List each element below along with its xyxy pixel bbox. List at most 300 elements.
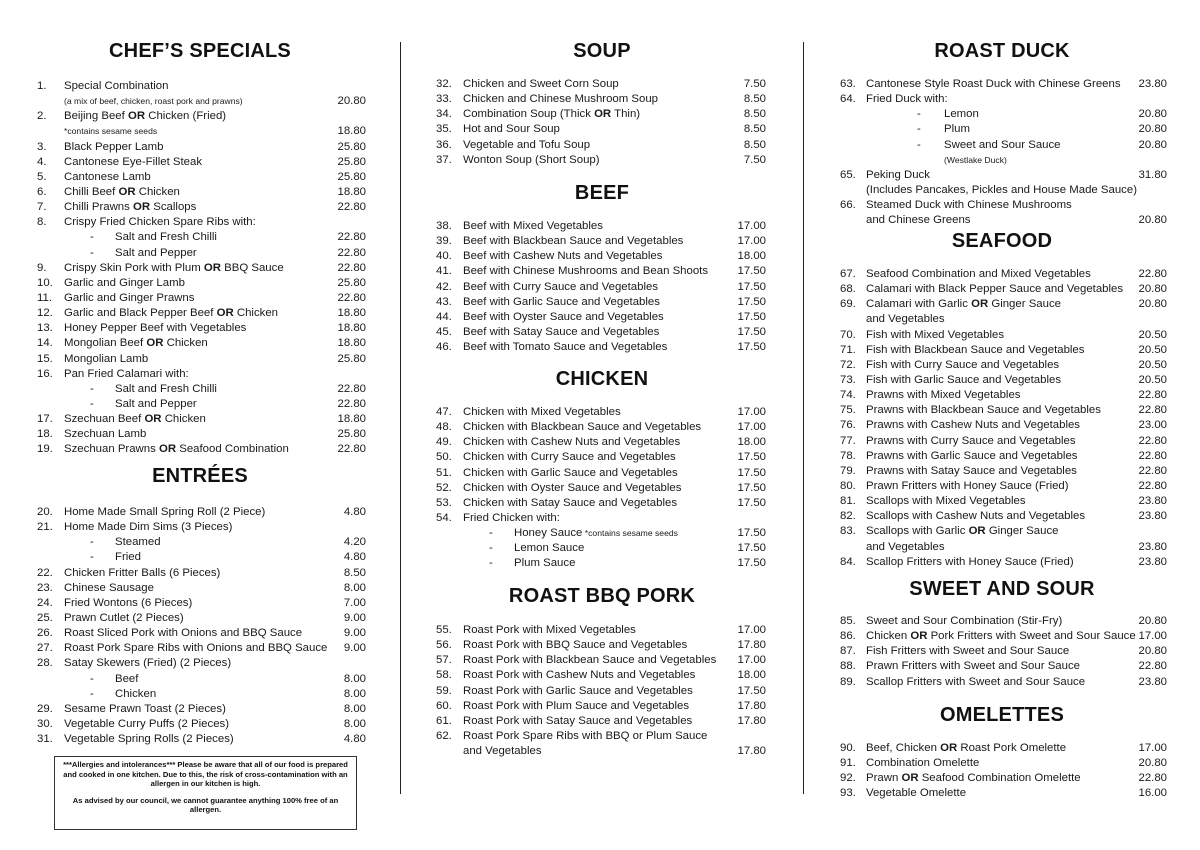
menu-item bbox=[401, 325, 803, 340]
menu-item bbox=[804, 388, 1200, 403]
item-number: 23. bbox=[37, 581, 53, 594]
item-price: 22.80 bbox=[1138, 772, 1167, 785]
item-number: 81. bbox=[840, 495, 856, 508]
menu-item bbox=[0, 140, 400, 155]
item-price: 18.80 bbox=[337, 185, 366, 198]
item-name: Roast Pork with Garlic Sauce and Vegetables bbox=[463, 684, 693, 697]
menu-item bbox=[0, 170, 400, 185]
menu-item bbox=[804, 297, 1200, 312]
menu-item bbox=[401, 234, 803, 249]
item-name: Prawns with Cashew Nuts and Vegetables bbox=[866, 419, 1081, 432]
menu-item bbox=[401, 340, 803, 355]
item-name: Chicken with Cashew Nuts and Vegetables bbox=[463, 436, 681, 449]
menu-item bbox=[0, 566, 400, 581]
item-name: Steamed Duck with Chinese Mushrooms bbox=[866, 199, 1072, 212]
menu-item bbox=[0, 641, 400, 656]
item-price: 20.80 bbox=[1138, 298, 1167, 311]
item-price: 22.80 bbox=[337, 382, 366, 395]
item-number: 70. bbox=[840, 328, 856, 341]
item-name: Chicken with Mixed Vegetables bbox=[463, 406, 621, 418]
menu-item bbox=[804, 282, 1200, 297]
item-name: Garlic and Black Pepper Beef OR Chicken bbox=[64, 307, 279, 320]
sweet-and-sour-list bbox=[804, 614, 1200, 690]
item-name: Cantonese Eye-Fillet Steak bbox=[64, 155, 203, 168]
item-name: Sweet and Sour Sauce bbox=[944, 138, 1061, 151]
item-name: Chicken with Garlic Sauce and Vegetables bbox=[463, 466, 678, 479]
item-name: Fish with Mixed Vegetables bbox=[866, 328, 1005, 341]
item-number: 28. bbox=[37, 657, 53, 670]
item-price: 22.80 bbox=[337, 246, 366, 259]
menu-item bbox=[0, 321, 400, 336]
menu-item bbox=[0, 702, 400, 717]
item-name: Beef, Chicken OR Roast Pork Omelette bbox=[866, 742, 1067, 754]
item-price: 17.50 bbox=[737, 265, 766, 278]
menu-item bbox=[804, 138, 1200, 153]
item-number: 45. bbox=[436, 325, 452, 338]
item-name: Lemon Sauce bbox=[514, 542, 585, 555]
item-price: 17.00 bbox=[1138, 742, 1167, 754]
menu-item bbox=[0, 672, 400, 687]
menu-item bbox=[0, 581, 400, 596]
menu-item bbox=[0, 155, 400, 170]
menu-item bbox=[0, 291, 400, 306]
item-dash: - bbox=[917, 108, 921, 121]
menu-item bbox=[0, 200, 400, 215]
item-price: 17.00 bbox=[737, 624, 766, 636]
menu-item bbox=[401, 496, 803, 511]
item-name: Mongolian Lamb bbox=[64, 352, 149, 365]
item-name: Combination Soup (Thick OR Thin) bbox=[463, 108, 641, 121]
menu-item bbox=[0, 230, 400, 245]
item-number: 3. bbox=[37, 140, 47, 153]
item-number: 9. bbox=[37, 261, 47, 274]
item-name: Beef with Garlic Sauce and Vegetables bbox=[463, 295, 660, 308]
item-number: 16. bbox=[37, 367, 53, 380]
item-number: 56. bbox=[436, 639, 452, 652]
item-dash: - bbox=[90, 382, 94, 395]
item-name: Prawn OR Seafood Combination Omelette bbox=[866, 772, 1081, 785]
menu-item bbox=[804, 107, 1200, 122]
item-number: 29. bbox=[37, 702, 53, 715]
item-number: 26. bbox=[37, 627, 53, 640]
item-price: 16.00 bbox=[1138, 787, 1167, 800]
item-name: Prawns with Satay Sauce and Vegetables bbox=[866, 464, 1077, 477]
item-name: Steamed bbox=[115, 536, 161, 549]
menu-item bbox=[804, 509, 1200, 524]
menu-item bbox=[804, 213, 1200, 228]
item-name: Scallop Fritters with Honey Sauce (Fried) bbox=[866, 555, 1074, 568]
item-name: Lemon bbox=[944, 108, 979, 121]
item-price: 17.50 bbox=[737, 341, 766, 354]
beef-list bbox=[401, 219, 803, 355]
item-price: 22.80 bbox=[337, 443, 366, 456]
item-name: Scallops with Mixed Vegetables bbox=[866, 495, 1026, 508]
item-name: Prawns with Mixed Vegetables bbox=[866, 389, 1021, 402]
item-price: 8.50 bbox=[743, 138, 766, 151]
menu-item bbox=[0, 687, 400, 702]
omelettes-list bbox=[804, 741, 1200, 802]
item-price: 20.50 bbox=[1138, 343, 1167, 356]
item-price: 17.80 bbox=[737, 714, 766, 727]
allergy-text: ***Allergies and intolerances*** Please be aware that all of our food is prepared and cooked in one kitchen. Due to this, the risk of cross-contamination with an allergen in our kitchen is high. bbox=[63, 760, 348, 789]
item-price: 23.80 bbox=[1138, 510, 1167, 523]
item-name: Chicken bbox=[115, 687, 157, 700]
item-name: Plum bbox=[944, 123, 970, 136]
item-number: 41. bbox=[436, 265, 452, 278]
item-price: 18.80 bbox=[337, 125, 366, 138]
menu-item bbox=[401, 638, 803, 653]
menu-item bbox=[401, 699, 803, 714]
item-name: Chicken and Chinese Mushroom Soup bbox=[463, 93, 659, 106]
menu-item bbox=[401, 107, 803, 122]
item-number: 11. bbox=[37, 291, 52, 304]
item-name: Calamari with Black Pepper Sauce and Vegetables bbox=[866, 283, 1124, 296]
item-number: 76. bbox=[840, 419, 856, 432]
menu-item bbox=[804, 629, 1200, 644]
item-name: Scallops with Garlic OR Ginger Sauce bbox=[866, 525, 1059, 538]
item-number: 25. bbox=[37, 611, 53, 624]
menu-item bbox=[401, 684, 803, 699]
item-name: Chicken with Curry Sauce and Vegetables bbox=[463, 451, 676, 464]
item-number: 1. bbox=[37, 80, 47, 92]
item-price: 8.50 bbox=[743, 123, 766, 136]
item-price: 23.80 bbox=[1138, 495, 1167, 508]
item-name: Crispy Fried Chicken Spare Ribs with: bbox=[64, 216, 256, 229]
item-price: 9.00 bbox=[343, 611, 366, 624]
item-name: Home Made Dim Sims (3 Pieces) bbox=[64, 521, 233, 534]
item-name: Fried Chicken with: bbox=[463, 511, 560, 524]
menu-item bbox=[0, 412, 400, 427]
menu-item bbox=[401, 295, 803, 310]
item-name: Fish with Curry Sauce and Vegetables bbox=[866, 358, 1060, 371]
menu-item bbox=[401, 481, 803, 496]
item-price: 4.80 bbox=[343, 506, 366, 518]
item-number: 6. bbox=[37, 185, 47, 198]
menu-item bbox=[0, 535, 400, 550]
item-name: and Vegetables bbox=[463, 745, 542, 758]
item-name: Szechuan Beef OR Chicken bbox=[64, 413, 206, 426]
item-name: Seafood Combination and Mixed Vegetables bbox=[866, 268, 1091, 280]
item-price: 22.80 bbox=[1138, 404, 1167, 417]
menu-item bbox=[804, 449, 1200, 464]
item-price: 22.80 bbox=[1138, 479, 1167, 492]
item-number: 62. bbox=[436, 729, 452, 742]
item-name: Chilli Beef OR Chicken bbox=[64, 185, 180, 198]
item-number: 54. bbox=[436, 511, 452, 524]
item-price: 18.80 bbox=[337, 322, 366, 335]
item-number: 55. bbox=[436, 624, 452, 636]
item-dash: - bbox=[917, 138, 921, 151]
item-name: Sesame Prawn Toast (2 Pieces) bbox=[64, 702, 226, 715]
item-price: 17.80 bbox=[737, 699, 766, 712]
item-name: Prawns with Curry Sauce and Vegetables bbox=[866, 434, 1076, 447]
item-price: 22.80 bbox=[337, 231, 366, 244]
item-name: Black Pepper Lamb bbox=[64, 140, 164, 153]
section-title-seafood: SEAFOOD bbox=[951, 230, 1053, 252]
menu-item bbox=[0, 442, 400, 457]
item-price: 8.00 bbox=[343, 717, 366, 730]
menu-item bbox=[804, 77, 1200, 92]
menu-item bbox=[804, 343, 1200, 358]
menu-item bbox=[0, 306, 400, 321]
item-number: 21. bbox=[37, 521, 53, 534]
item-number: 72. bbox=[840, 358, 856, 371]
item-number: 17. bbox=[37, 413, 53, 426]
item-price: 17.50 bbox=[737, 542, 766, 555]
item-price: 8.00 bbox=[343, 672, 366, 685]
menu-item bbox=[401, 138, 803, 153]
item-price: 8.00 bbox=[343, 687, 366, 700]
section-title-chicken: CHICKEN bbox=[555, 368, 649, 390]
menu-item bbox=[401, 450, 803, 465]
item-name: *contains sesame seeds bbox=[64, 126, 158, 137]
menu-item bbox=[0, 732, 400, 747]
menu-item bbox=[804, 659, 1200, 674]
item-price: 20.50 bbox=[1138, 358, 1167, 371]
item-name: (Westlake Duck) bbox=[944, 154, 1007, 165]
item-price: 22.80 bbox=[1138, 464, 1167, 477]
soup-list bbox=[401, 77, 803, 168]
item-number: 43. bbox=[436, 295, 452, 308]
item-price: 18.00 bbox=[737, 669, 766, 682]
section-title-roast-duck: ROAST DUCK bbox=[934, 40, 1070, 62]
item-number: 32. bbox=[436, 78, 452, 90]
item-price: 17.80 bbox=[737, 639, 766, 652]
item-dash: - bbox=[90, 536, 94, 549]
item-price: 17.50 bbox=[737, 310, 766, 323]
item-name: Vegetable Curry Puffs (2 Pieces) bbox=[64, 717, 230, 730]
menu-item bbox=[0, 397, 400, 412]
item-dash: - bbox=[90, 397, 94, 410]
item-name: Prawn Fritters with Sweet and Sour Sauce bbox=[866, 660, 1080, 673]
item-name: Wonton Soup (Short Soup) bbox=[463, 153, 600, 166]
item-number: 73. bbox=[840, 373, 856, 386]
item-number: 75. bbox=[840, 404, 856, 417]
menu-item bbox=[401, 556, 803, 571]
item-number: 47. bbox=[436, 406, 452, 418]
item-number: 27. bbox=[37, 642, 53, 655]
item-price: 22.80 bbox=[1138, 389, 1167, 402]
menu-item bbox=[804, 555, 1200, 570]
item-name: Sweet and Sour Combination (Stir-Fry) bbox=[866, 615, 1063, 627]
section-title-sweet-and-sour: SWEET AND SOUR bbox=[909, 578, 1095, 600]
item-number: 42. bbox=[436, 280, 452, 293]
item-price: 17.50 bbox=[737, 466, 766, 479]
item-price: 20.50 bbox=[1138, 373, 1167, 386]
item-dash: - bbox=[489, 542, 493, 555]
item-number: 93. bbox=[840, 787, 856, 800]
item-name: Chilli Prawns OR Scallops bbox=[64, 201, 197, 214]
item-number: 84. bbox=[840, 555, 856, 568]
item-price: 22.80 bbox=[1138, 449, 1167, 462]
item-price: 4.80 bbox=[343, 733, 366, 746]
item-name: Roast Pork with Blackbean Sauce and Vegetables bbox=[463, 654, 717, 667]
item-number: 30. bbox=[37, 717, 53, 730]
item-price: 20.80 bbox=[1138, 108, 1167, 121]
item-number: 19. bbox=[37, 443, 53, 456]
item-number: 5. bbox=[37, 170, 47, 183]
item-price: 23.80 bbox=[1138, 555, 1167, 568]
item-number: 61. bbox=[436, 714, 452, 727]
item-number: 8. bbox=[37, 216, 47, 229]
menu-item bbox=[0, 352, 400, 367]
specials-list bbox=[0, 79, 400, 458]
item-name: Mongolian Beef OR Chicken bbox=[64, 337, 208, 350]
seafood-list bbox=[804, 267, 1200, 570]
menu-item bbox=[0, 611, 400, 626]
item-price: 23.80 bbox=[1138, 675, 1167, 688]
item-name: Crispy Skin Pork with Plum OR BBQ Sauce bbox=[64, 261, 284, 274]
item-name: Roast Pork with BBQ Sauce and Vegetables bbox=[463, 639, 688, 652]
item-name: Beef with Mixed Vegetables bbox=[463, 220, 603, 232]
menu-item bbox=[401, 668, 803, 683]
item-name: Beef with Satay Sauce and Vegetables bbox=[463, 325, 660, 338]
item-name: Peking Duck bbox=[866, 168, 930, 181]
item-name: Chicken with Blackbean Sauce and Vegetables bbox=[463, 421, 702, 434]
item-number: 37. bbox=[436, 153, 452, 166]
menu-item bbox=[0, 367, 400, 382]
item-number: 52. bbox=[436, 481, 452, 494]
item-price: 18.80 bbox=[337, 413, 366, 426]
menu-item bbox=[804, 434, 1200, 449]
item-price: 17.00 bbox=[737, 406, 766, 418]
item-price: 17.50 bbox=[737, 325, 766, 338]
item-price: 18.80 bbox=[337, 337, 366, 350]
item-price: 25.80 bbox=[337, 155, 366, 168]
item-price: 20.80 bbox=[1138, 757, 1167, 770]
chicken-list bbox=[401, 405, 803, 572]
item-number: 69. bbox=[840, 298, 856, 311]
item-number: 74. bbox=[840, 389, 856, 402]
item-name: Roast Pork Spare Ribs with Onions and BBQ Sauce bbox=[64, 642, 328, 655]
item-name: Roast Pork Spare Ribs with BBQ or Plum Sauce bbox=[463, 729, 708, 742]
section-title-chefs-specials: CHEF’S SPECIALS bbox=[109, 40, 291, 62]
item-number: 59. bbox=[436, 684, 452, 697]
item-name: Fish Fritters with Sweet and Sour Sauce bbox=[866, 645, 1070, 658]
item-number: 49. bbox=[436, 436, 452, 449]
item-number: 63. bbox=[840, 78, 856, 90]
menu-item bbox=[804, 479, 1200, 494]
item-name: Roast Pork with Mixed Vegetables bbox=[463, 624, 636, 636]
item-name: Fried Wontons (6 Pieces) bbox=[64, 596, 193, 609]
item-number: 15. bbox=[37, 352, 53, 365]
menu-item bbox=[401, 264, 803, 279]
allergy-disclaimer: As advised by our council, we cannot guarantee anything 100% free of an allergen. bbox=[72, 795, 339, 815]
item-price: 25.80 bbox=[337, 276, 366, 289]
item-dash: - bbox=[90, 687, 94, 700]
item-price: 17.00 bbox=[737, 220, 766, 232]
item-price: 25.80 bbox=[337, 352, 366, 365]
menu-item bbox=[401, 310, 803, 325]
item-price: 20.80 bbox=[1138, 214, 1167, 227]
menu-item bbox=[804, 198, 1200, 213]
item-number: 10. bbox=[37, 276, 53, 289]
roast-duck-list bbox=[804, 77, 1200, 228]
item-price: 22.80 bbox=[1138, 660, 1167, 673]
item-name: Special Combination bbox=[64, 80, 169, 92]
item-price: 4.80 bbox=[343, 551, 366, 564]
item-number: 36. bbox=[436, 138, 452, 151]
item-name: and Vegetables bbox=[866, 540, 945, 553]
item-number: 91. bbox=[840, 757, 856, 770]
item-number: 79. bbox=[840, 464, 856, 477]
item-price: 23.80 bbox=[1138, 78, 1167, 90]
item-price: 7.00 bbox=[343, 596, 366, 609]
item-name: (a mix of beef, chicken, roast pork and prawns) bbox=[64, 96, 243, 107]
item-number: 88. bbox=[840, 660, 856, 673]
item-price: 7.50 bbox=[743, 153, 766, 166]
item-price: 25.80 bbox=[337, 140, 366, 153]
item-name: Salt and Fresh Chilli bbox=[115, 231, 217, 244]
item-price: 17.00 bbox=[1138, 630, 1167, 643]
item-price: 22.80 bbox=[337, 397, 366, 410]
item-name: Vegetable Spring Rolls (2 Pieces) bbox=[64, 733, 234, 746]
item-name: Calamari with Garlic OR Ginger Sauce bbox=[866, 298, 1061, 311]
item-number: 82. bbox=[840, 510, 856, 523]
item-number: 4. bbox=[37, 155, 47, 168]
item-number: 38. bbox=[436, 220, 452, 232]
item-dash: - bbox=[489, 527, 493, 540]
menu-item bbox=[401, 122, 803, 137]
menu-item bbox=[0, 185, 400, 200]
item-number: 78. bbox=[840, 449, 856, 462]
item-name: Beef with Oyster Sauce and Vegetables bbox=[463, 310, 664, 323]
item-number: 13. bbox=[37, 322, 53, 335]
menu-item bbox=[804, 373, 1200, 388]
menu-item bbox=[401, 77, 803, 92]
item-name: Honey Sauce *contains sesame seeds bbox=[514, 527, 678, 540]
menu-item bbox=[401, 466, 803, 481]
item-name: Chicken OR Pork Fritters with Sweet and Sour Sauce bbox=[866, 630, 1136, 643]
item-price: 18.00 bbox=[737, 436, 766, 449]
item-name: Chicken Fritter Balls (6 Pieces) bbox=[64, 566, 221, 579]
entrees-list bbox=[0, 505, 400, 747]
menu-item bbox=[401, 526, 803, 541]
item-number: 66. bbox=[840, 199, 856, 212]
item-name: Roast Sliced Pork with Onions and BBQ Sauce bbox=[64, 627, 303, 640]
item-price: 31.80 bbox=[1138, 168, 1167, 181]
menu-item bbox=[0, 109, 400, 124]
item-name: Beef with Blackbean Sauce and Vegetables bbox=[463, 235, 684, 248]
item-number: 14. bbox=[37, 337, 53, 350]
item-dash: - bbox=[90, 246, 94, 259]
item-price: 17.80 bbox=[737, 745, 766, 758]
item-name: Vegetable and Tofu Soup bbox=[463, 138, 591, 151]
section-title-soup: SOUP bbox=[573, 40, 631, 62]
item-price: 9.00 bbox=[343, 642, 366, 655]
section-title-roast-bbq-pork: ROAST BBQ PORK bbox=[508, 585, 696, 607]
item-number: 77. bbox=[840, 434, 856, 447]
item-price: 18.00 bbox=[737, 250, 766, 263]
item-name: Szechuan Lamb bbox=[64, 428, 147, 441]
item-dash: - bbox=[90, 231, 94, 244]
menu-item bbox=[804, 92, 1200, 107]
item-price: 17.50 bbox=[737, 684, 766, 697]
item-number: 71. bbox=[840, 343, 856, 356]
menu-item bbox=[0, 215, 400, 230]
item-price: 23.00 bbox=[1138, 419, 1167, 432]
item-name: Fish with Garlic Sauce and Vegetables bbox=[866, 373, 1062, 386]
item-price: 17.50 bbox=[737, 451, 766, 464]
item-number: 58. bbox=[436, 669, 452, 682]
item-price: 8.50 bbox=[743, 108, 766, 121]
item-name: Prawn Cutlet (2 Pieces) bbox=[64, 611, 184, 624]
menu-item bbox=[401, 153, 803, 168]
item-name: Cantonese Lamb bbox=[64, 170, 151, 183]
item-price: 17.50 bbox=[737, 496, 766, 509]
item-number: 39. bbox=[436, 235, 452, 248]
item-name: Salt and Fresh Chilli bbox=[115, 382, 217, 395]
